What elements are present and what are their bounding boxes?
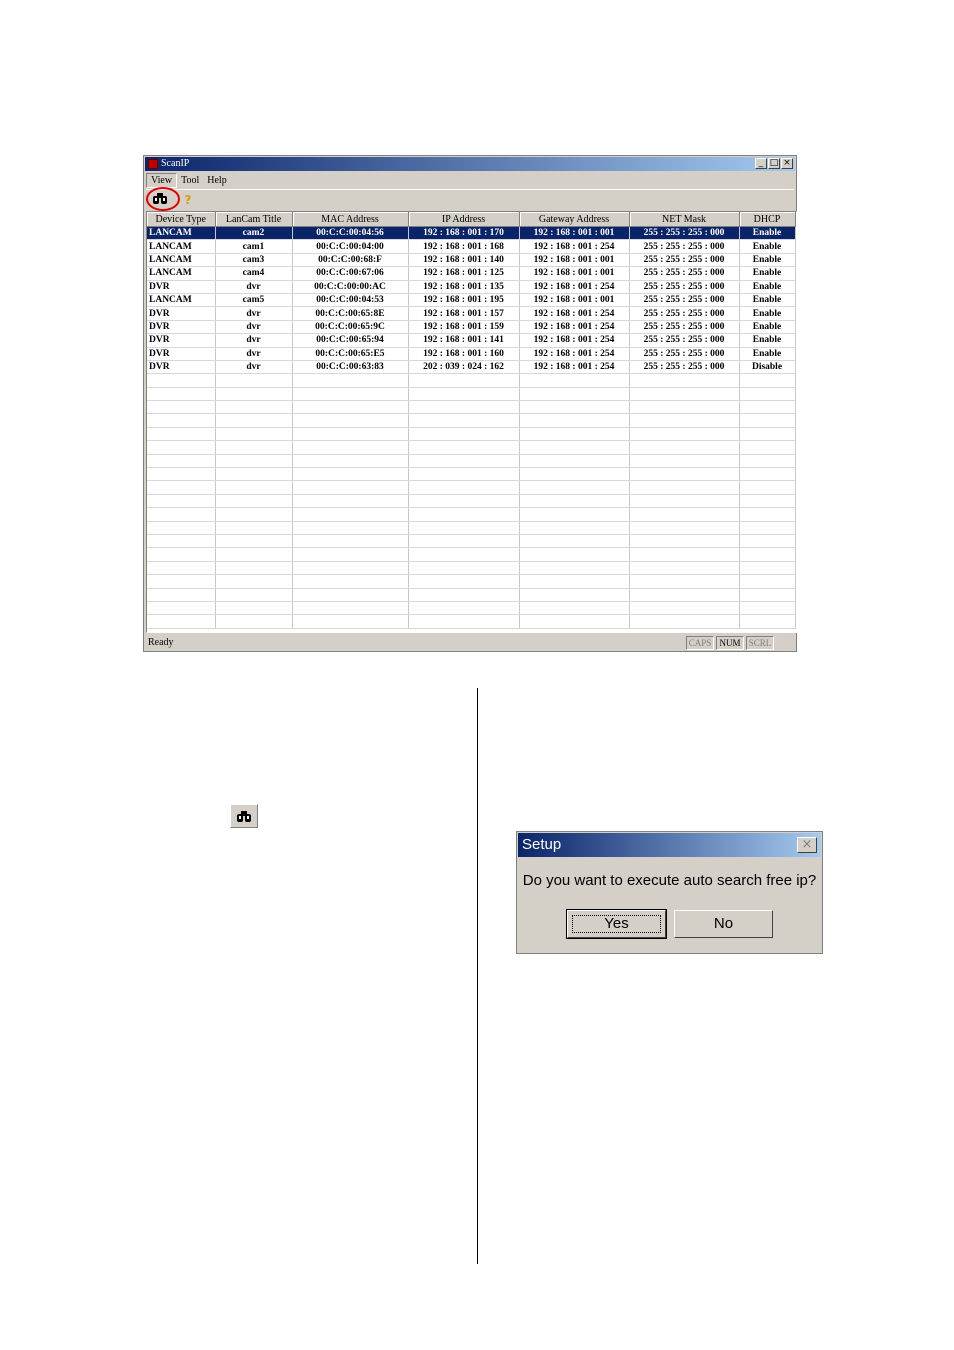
binoculars-icon bbox=[237, 811, 251, 822]
empty-cell bbox=[147, 508, 215, 521]
column-header[interactable]: NET Mask bbox=[629, 212, 739, 227]
empty-row bbox=[147, 414, 795, 427]
empty-cell bbox=[739, 454, 795, 467]
empty-cell bbox=[408, 468, 519, 481]
empty-cell bbox=[147, 414, 215, 427]
table-cell: dvr bbox=[215, 280, 292, 293]
table-cell: LANCAM bbox=[147, 227, 215, 240]
empty-cell bbox=[292, 481, 408, 494]
empty-cell bbox=[629, 401, 739, 414]
empty-cell bbox=[147, 401, 215, 414]
table-row[interactable] bbox=[147, 240, 795, 253]
empty-row bbox=[147, 401, 795, 414]
empty-row bbox=[147, 575, 795, 588]
maximize-button[interactable]: □ bbox=[769, 158, 779, 168]
table-cell: 00:C:C:00:00:AC bbox=[292, 280, 408, 293]
table-cell: 192 : 168 : 001 : 001 bbox=[519, 267, 629, 280]
empty-cell bbox=[519, 387, 629, 400]
empty-cell bbox=[408, 601, 519, 614]
table-cell: Enable bbox=[739, 240, 795, 253]
table-cell: 192 : 168 : 001 : 254 bbox=[519, 307, 629, 320]
menu-view[interactable]: View bbox=[146, 173, 177, 188]
table-cell: LANCAM bbox=[147, 253, 215, 266]
table-cell: 255 : 255 : 255 : 000 bbox=[629, 307, 739, 320]
empty-row bbox=[147, 588, 795, 601]
empty-cell bbox=[292, 548, 408, 561]
empty-cell bbox=[519, 414, 629, 427]
empty-cell bbox=[292, 521, 408, 534]
empty-cell bbox=[147, 441, 215, 454]
table-cell: Enable bbox=[739, 267, 795, 280]
empty-cell bbox=[629, 494, 739, 507]
empty-cell bbox=[408, 521, 519, 534]
dialog-message: Do you want to execute auto search free ip? bbox=[522, 872, 817, 889]
app-icon bbox=[148, 159, 158, 169]
table-cell: cam5 bbox=[215, 293, 292, 306]
empty-cell bbox=[292, 615, 408, 628]
table-cell: 192 : 168 : 001 : 001 bbox=[519, 293, 629, 306]
empty-cell bbox=[408, 494, 519, 507]
empty-cell bbox=[215, 588, 292, 601]
setup-dialog bbox=[516, 831, 823, 954]
empty-row bbox=[147, 534, 795, 547]
table-cell: 192 : 168 : 001 : 254 bbox=[519, 320, 629, 333]
table-cell: 192 : 168 : 001 : 135 bbox=[408, 280, 519, 293]
table-row[interactable] bbox=[147, 347, 795, 360]
empty-row bbox=[147, 468, 795, 481]
empty-cell bbox=[292, 468, 408, 481]
empty-cell bbox=[215, 494, 292, 507]
empty-cell bbox=[292, 414, 408, 427]
empty-cell bbox=[147, 387, 215, 400]
table-cell: 255 : 255 : 255 : 000 bbox=[629, 293, 739, 306]
scrl-indicator: SCRL bbox=[746, 636, 774, 650]
status-bar bbox=[146, 635, 794, 651]
empty-cell bbox=[739, 468, 795, 481]
empty-cell bbox=[739, 481, 795, 494]
empty-cell bbox=[292, 401, 408, 414]
empty-cell bbox=[519, 441, 629, 454]
table-row[interactable] bbox=[147, 320, 795, 333]
empty-cell bbox=[739, 561, 795, 574]
empty-cell bbox=[519, 588, 629, 601]
table-cell: Enable bbox=[739, 227, 795, 240]
column-header[interactable]: Gateway Address bbox=[519, 212, 629, 227]
table-cell: 255 : 255 : 255 : 000 bbox=[629, 280, 739, 293]
empty-cell bbox=[519, 521, 629, 534]
empty-cell bbox=[739, 508, 795, 521]
empty-cell bbox=[408, 481, 519, 494]
empty-cell bbox=[215, 374, 292, 387]
empty-cell bbox=[739, 494, 795, 507]
empty-cell bbox=[215, 414, 292, 427]
empty-cell bbox=[408, 374, 519, 387]
empty-cell bbox=[147, 615, 215, 628]
table-cell: 255 : 255 : 255 : 000 bbox=[629, 334, 739, 347]
table-cell: 192 : 168 : 001 : 157 bbox=[408, 307, 519, 320]
empty-row bbox=[147, 601, 795, 614]
empty-cell bbox=[629, 534, 739, 547]
empty-cell bbox=[215, 521, 292, 534]
empty-cell bbox=[147, 494, 215, 507]
empty-cell bbox=[739, 548, 795, 561]
empty-cell bbox=[519, 508, 629, 521]
empty-cell bbox=[147, 427, 215, 440]
empty-cell bbox=[629, 561, 739, 574]
empty-cell bbox=[215, 454, 292, 467]
empty-cell bbox=[739, 615, 795, 628]
table-cell: 192 : 168 : 001 : 254 bbox=[519, 334, 629, 347]
empty-cell bbox=[408, 561, 519, 574]
table-cell: cam2 bbox=[215, 227, 292, 240]
table-cell: Disable bbox=[739, 360, 795, 373]
empty-cell bbox=[215, 548, 292, 561]
window-title: ScanIP bbox=[161, 158, 190, 169]
empty-cell bbox=[215, 387, 292, 400]
empty-row bbox=[147, 508, 795, 521]
scanip-window bbox=[143, 155, 797, 652]
table-cell: dvr bbox=[215, 347, 292, 360]
yes-button[interactable] bbox=[567, 910, 666, 938]
empty-row bbox=[147, 441, 795, 454]
table-cell: 192 : 168 : 001 : 168 bbox=[408, 240, 519, 253]
table-cell: DVR bbox=[147, 307, 215, 320]
table-cell: Enable bbox=[739, 293, 795, 306]
empty-cell bbox=[519, 401, 629, 414]
empty-cell bbox=[408, 534, 519, 547]
table-cell: 255 : 255 : 255 : 000 bbox=[629, 320, 739, 333]
empty-cell bbox=[292, 575, 408, 588]
table-cell: 00:C:C:00:67:06 bbox=[292, 267, 408, 280]
caps-indicator: CAPS bbox=[686, 636, 714, 650]
empty-cell bbox=[215, 427, 292, 440]
table-cell: Enable bbox=[739, 280, 795, 293]
table-cell: 255 : 255 : 255 : 000 bbox=[629, 240, 739, 253]
empty-cell bbox=[292, 374, 408, 387]
device-table bbox=[146, 211, 797, 633]
empty-cell bbox=[629, 615, 739, 628]
table-row[interactable] bbox=[147, 267, 795, 280]
table-row[interactable] bbox=[147, 227, 795, 240]
empty-cell bbox=[519, 575, 629, 588]
table-cell: Enable bbox=[739, 320, 795, 333]
empty-cell bbox=[292, 427, 408, 440]
table-cell: 00:C:C:00:68:F bbox=[292, 253, 408, 266]
empty-cell bbox=[215, 441, 292, 454]
empty-cell bbox=[147, 454, 215, 467]
empty-cell bbox=[629, 548, 739, 561]
empty-cell bbox=[629, 374, 739, 387]
menu-tool[interactable]: Tool bbox=[181, 175, 200, 186]
help-button[interactable]: ? bbox=[184, 193, 192, 207]
table-cell: 192 : 168 : 001 : 159 bbox=[408, 320, 519, 333]
empty-cell bbox=[147, 588, 215, 601]
table-row[interactable] bbox=[147, 253, 795, 266]
table-cell: LANCAM bbox=[147, 293, 215, 306]
empty-row bbox=[147, 387, 795, 400]
table-cell: 00:C:C:00:65:9C bbox=[292, 320, 408, 333]
table-cell: cam4 bbox=[215, 267, 292, 280]
table-cell: LANCAM bbox=[147, 240, 215, 253]
empty-cell bbox=[629, 588, 739, 601]
empty-cell bbox=[215, 575, 292, 588]
empty-cell bbox=[147, 575, 215, 588]
empty-cell bbox=[629, 414, 739, 427]
empty-cell bbox=[629, 481, 739, 494]
empty-cell bbox=[519, 494, 629, 507]
table-cell: 00:C:C:00:04:53 bbox=[292, 293, 408, 306]
empty-cell bbox=[147, 481, 215, 494]
empty-cell bbox=[629, 468, 739, 481]
table-cell: 192 : 168 : 001 : 170 bbox=[408, 227, 519, 240]
empty-row bbox=[147, 481, 795, 494]
empty-cell bbox=[215, 508, 292, 521]
table-row[interactable] bbox=[147, 293, 795, 306]
menu-bar bbox=[146, 173, 231, 188]
empty-cell bbox=[147, 521, 215, 534]
empty-cell bbox=[519, 548, 629, 561]
empty-cell bbox=[408, 454, 519, 467]
table-cell: dvr bbox=[215, 334, 292, 347]
empty-cell bbox=[215, 615, 292, 628]
column-header[interactable]: IP Address bbox=[408, 212, 519, 227]
empty-row bbox=[147, 561, 795, 574]
empty-cell bbox=[408, 588, 519, 601]
table-cell: 255 : 255 : 255 : 000 bbox=[629, 360, 739, 373]
table-cell: 255 : 255 : 255 : 000 bbox=[629, 227, 739, 240]
column-header[interactable]: Device Type bbox=[147, 212, 215, 227]
empty-cell bbox=[292, 494, 408, 507]
focus-rect bbox=[572, 915, 661, 933]
highlight-circle bbox=[146, 187, 180, 211]
empty-row bbox=[147, 615, 795, 628]
empty-cell bbox=[629, 427, 739, 440]
table-cell: 192 : 168 : 001 : 254 bbox=[519, 280, 629, 293]
empty-cell bbox=[519, 615, 629, 628]
empty-cell bbox=[519, 481, 629, 494]
empty-cell bbox=[739, 575, 795, 588]
column-header[interactable]: LanCam Title bbox=[215, 212, 292, 227]
empty-cell bbox=[739, 414, 795, 427]
table-cell: 00:C:C:00:65:94 bbox=[292, 334, 408, 347]
table-cell: 192 : 168 : 001 : 141 bbox=[408, 334, 519, 347]
toolbar bbox=[146, 189, 794, 210]
table-cell: 00:C:C:00:04:56 bbox=[292, 227, 408, 240]
num-indicator: NUM bbox=[716, 636, 744, 650]
empty-cell bbox=[519, 534, 629, 547]
empty-cell bbox=[292, 387, 408, 400]
table-cell: 192 : 168 : 001 : 254 bbox=[519, 347, 629, 360]
empty-cell bbox=[292, 601, 408, 614]
empty-cell bbox=[292, 508, 408, 521]
table-cell: DVR bbox=[147, 360, 215, 373]
table-cell: cam1 bbox=[215, 240, 292, 253]
table-cell: 192 : 168 : 001 : 125 bbox=[408, 267, 519, 280]
table-cell: 192 : 168 : 001 : 254 bbox=[519, 240, 629, 253]
empty-row bbox=[147, 548, 795, 561]
table-cell: 202 : 039 : 024 : 162 bbox=[408, 360, 519, 373]
table-cell: Enable bbox=[739, 334, 795, 347]
empty-cell bbox=[519, 427, 629, 440]
table-cell: 00:C:C:00:65:E5 bbox=[292, 347, 408, 360]
title-bar[interactable] bbox=[145, 157, 795, 171]
empty-cell bbox=[629, 454, 739, 467]
table-cell: 00:C:C:00:65:8E bbox=[292, 307, 408, 320]
empty-row bbox=[147, 494, 795, 507]
dialog-title-bar[interactable] bbox=[518, 833, 821, 857]
empty-cell bbox=[408, 427, 519, 440]
empty-cell bbox=[739, 521, 795, 534]
empty-cell bbox=[739, 387, 795, 400]
table-cell: Enable bbox=[739, 347, 795, 360]
empty-cell bbox=[215, 601, 292, 614]
empty-cell bbox=[215, 468, 292, 481]
empty-cell bbox=[147, 374, 215, 387]
empty-cell bbox=[739, 441, 795, 454]
empty-cell bbox=[408, 615, 519, 628]
empty-cell bbox=[629, 508, 739, 521]
empty-cell bbox=[629, 441, 739, 454]
table-row[interactable] bbox=[147, 360, 795, 373]
empty-cell bbox=[739, 601, 795, 614]
empty-cell bbox=[519, 454, 629, 467]
table-cell: DVR bbox=[147, 347, 215, 360]
dialog-title: Setup bbox=[522, 836, 562, 853]
empty-row bbox=[147, 374, 795, 387]
empty-cell bbox=[739, 427, 795, 440]
empty-cell bbox=[292, 441, 408, 454]
table-row[interactable] bbox=[147, 307, 795, 320]
table-cell: 192 : 168 : 001 : 195 bbox=[408, 293, 519, 306]
table-cell: Enable bbox=[739, 307, 795, 320]
empty-cell bbox=[292, 588, 408, 601]
table-cell: 255 : 255 : 255 : 000 bbox=[629, 253, 739, 266]
status-text: Ready bbox=[148, 637, 174, 648]
empty-cell bbox=[292, 454, 408, 467]
table-cell: Enable bbox=[739, 253, 795, 266]
empty-row bbox=[147, 427, 795, 440]
empty-cell bbox=[292, 534, 408, 547]
empty-cell bbox=[739, 588, 795, 601]
empty-cell bbox=[292, 561, 408, 574]
empty-row bbox=[147, 454, 795, 467]
table-cell: 192 : 168 : 001 : 140 bbox=[408, 253, 519, 266]
empty-cell bbox=[215, 481, 292, 494]
empty-cell bbox=[739, 534, 795, 547]
table-cell: 255 : 255 : 255 : 000 bbox=[629, 347, 739, 360]
table-cell: DVR bbox=[147, 320, 215, 333]
table-cell: 192 : 168 : 001 : 001 bbox=[519, 253, 629, 266]
search-button-illustration bbox=[230, 804, 258, 828]
menu-help[interactable]: Help bbox=[207, 175, 227, 186]
empty-cell bbox=[215, 561, 292, 574]
empty-cell bbox=[147, 548, 215, 561]
column-header[interactable]: DHCP bbox=[739, 212, 795, 227]
empty-cell bbox=[629, 601, 739, 614]
table-cell: 00:C:C:00:04:00 bbox=[292, 240, 408, 253]
empty-cell bbox=[408, 548, 519, 561]
empty-cell bbox=[147, 468, 215, 481]
table-cell: 192 : 168 : 001 : 160 bbox=[408, 347, 519, 360]
yes-label: Yes bbox=[604, 915, 629, 932]
minimize-button[interactable]: _ bbox=[755, 158, 767, 169]
empty-cell bbox=[408, 575, 519, 588]
empty-cell bbox=[147, 534, 215, 547]
table-cell: DVR bbox=[147, 334, 215, 347]
table-cell: LANCAM bbox=[147, 267, 215, 280]
empty-cell bbox=[408, 414, 519, 427]
empty-cell bbox=[739, 374, 795, 387]
empty-cell bbox=[629, 387, 739, 400]
empty-cell bbox=[215, 401, 292, 414]
table-cell: 255 : 255 : 255 : 000 bbox=[629, 267, 739, 280]
empty-cell bbox=[519, 374, 629, 387]
column-divider bbox=[477, 688, 478, 1264]
no-button[interactable]: No bbox=[674, 910, 773, 938]
table-cell: dvr bbox=[215, 360, 292, 373]
empty-cell bbox=[739, 401, 795, 414]
empty-cell bbox=[629, 575, 739, 588]
empty-cell bbox=[519, 468, 629, 481]
column-header[interactable]: MAC Address bbox=[292, 212, 408, 227]
empty-cell bbox=[519, 601, 629, 614]
empty-cell bbox=[215, 534, 292, 547]
table-cell: 192 : 168 : 001 : 001 bbox=[519, 227, 629, 240]
empty-cell bbox=[408, 508, 519, 521]
empty-cell bbox=[147, 561, 215, 574]
empty-cell bbox=[408, 387, 519, 400]
table-cell: dvr bbox=[215, 307, 292, 320]
empty-row bbox=[147, 521, 795, 534]
table-cell: 192 : 168 : 001 : 254 bbox=[519, 360, 629, 373]
dialog-close-button[interactable]: × bbox=[797, 837, 817, 853]
empty-cell bbox=[519, 561, 629, 574]
table-cell: DVR bbox=[147, 280, 215, 293]
empty-cell bbox=[147, 601, 215, 614]
table-row[interactable] bbox=[147, 280, 795, 293]
table-row[interactable] bbox=[147, 334, 795, 347]
table-cell: cam3 bbox=[215, 253, 292, 266]
table-cell: 00:C:C:00:63:83 bbox=[292, 360, 408, 373]
empty-cell bbox=[408, 401, 519, 414]
empty-cell bbox=[408, 441, 519, 454]
close-button[interactable]: × bbox=[781, 158, 793, 169]
table-cell: dvr bbox=[215, 320, 292, 333]
empty-cell bbox=[629, 521, 739, 534]
